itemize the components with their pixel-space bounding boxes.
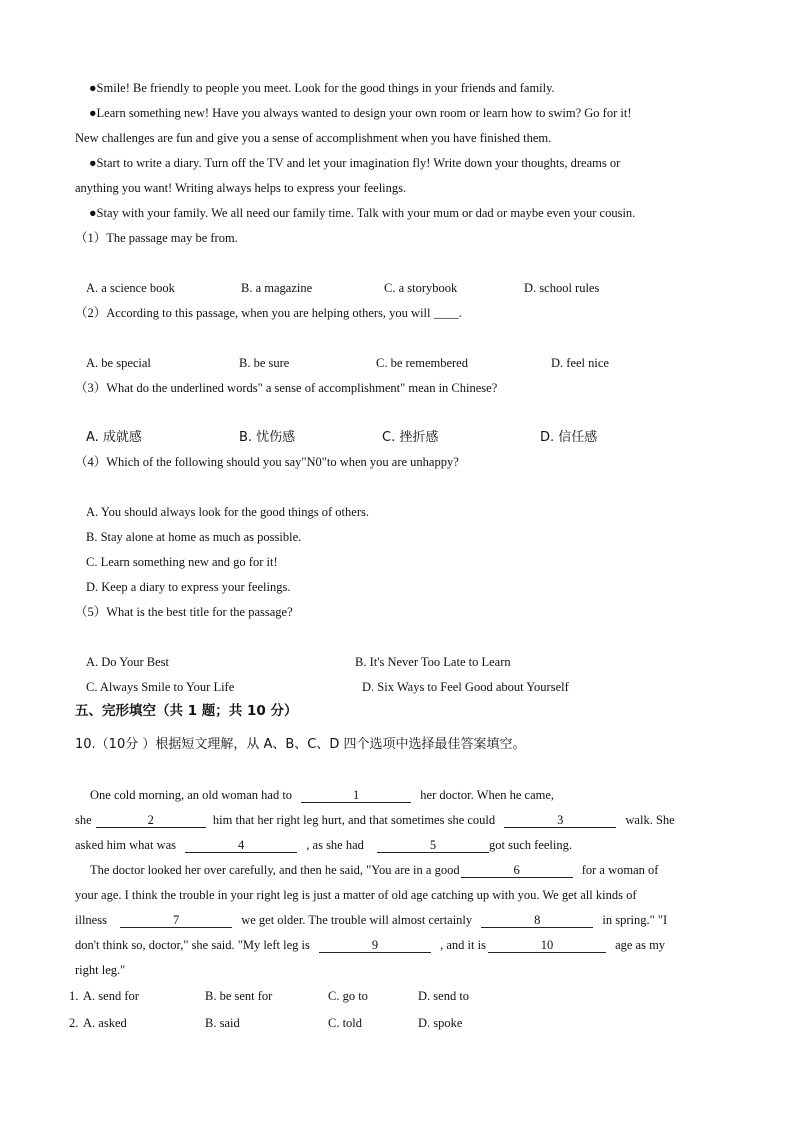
blank-8[interactable]: 8 bbox=[481, 914, 593, 928]
passage-line-1: One cold morning, an old woman had to 1 her doctor. When he came, bbox=[90, 788, 555, 802]
passage-line-6: illness 7 we get older. The trouble will almost certainly 8 in spring." "I bbox=[75, 913, 668, 927]
question-4-option-d[interactable]: D. Keep a diary to express your feelings. bbox=[86, 580, 291, 594]
question-3-stem: （3）What do the underlined words" a sense of accomplishment" mean in Chinese? bbox=[75, 381, 498, 395]
question-2-option-b[interactable]: B. be sure bbox=[239, 356, 290, 370]
section-heading: 五、完形填空（共 1 题；共 10 分） bbox=[75, 703, 298, 719]
tip-diary-cont: anything you want! Writing always helps to express your feelings. bbox=[75, 181, 407, 195]
tip-family: ●Stay with your family. We all need our family time. Talk with your mum or dad or maybe even your cousin. bbox=[89, 206, 636, 220]
item-2-option-d[interactable]: D. spoke bbox=[418, 1016, 463, 1030]
item-1-option-d[interactable]: D. send to bbox=[418, 989, 470, 1003]
question-4-option-a[interactable]: A. You should always look for the good things of others. bbox=[86, 505, 369, 519]
question-1-option-c[interactable]: C. a storybook bbox=[384, 281, 458, 295]
item-2-option-a[interactable]: A. asked bbox=[83, 1016, 127, 1030]
tip-learn-cont: New challenges are fun and give you a sense of accomplishment when you have finished them. bbox=[75, 131, 552, 145]
question-3-option-b[interactable]: B. 忧伤感 bbox=[239, 430, 296, 445]
passage-line-2: she 2 him that her right leg hurt, and that sometimes she could 3 walk. She bbox=[75, 813, 675, 827]
item-2-number: 2. bbox=[69, 1016, 79, 1030]
question-3-option-c[interactable]: C. 挫折感 bbox=[382, 430, 439, 445]
tip-diary: ●Start to write a diary. Turn off the TV and let your imagination fly! Write down your thoughts, dreams or bbox=[89, 156, 621, 170]
question-3-option-d[interactable]: D. 信任感 bbox=[540, 430, 598, 445]
question-2-stem: （2）According to this passage, when you are helping others, you will ____. bbox=[75, 306, 462, 320]
blank-4[interactable]: 4 bbox=[185, 839, 297, 853]
blank-5[interactable]: 5 bbox=[377, 839, 489, 853]
item-2-option-c[interactable]: C. told bbox=[328, 1016, 363, 1030]
question-2-option-a[interactable]: A. be special bbox=[86, 356, 151, 370]
blank-3[interactable]: 3 bbox=[504, 814, 616, 828]
item-1-number: 1. bbox=[69, 989, 79, 1003]
blank-7[interactable]: 7 bbox=[120, 914, 232, 928]
tip-learn: ●Learn something new! Have you always wanted to design your own room or learn how to swim? Go for it! bbox=[89, 106, 632, 120]
item-2-option-b[interactable]: B. said bbox=[205, 1016, 240, 1030]
question-5-option-d[interactable]: D. Six Ways to Feel Good about Yourself bbox=[362, 680, 569, 694]
question-4-option-b[interactable]: B. Stay alone at home as much as possible. bbox=[86, 530, 302, 544]
blank-9[interactable]: 9 bbox=[319, 939, 431, 953]
question-5-option-c[interactable]: C. Always Smile to Your Life bbox=[86, 680, 235, 694]
cloze-instruction: 10.（10分 ）根据短文理解，从 A、B、C、D 四个选项中选择最佳答案填空。 bbox=[75, 737, 526, 752]
item-1-option-c[interactable]: C. go to bbox=[328, 989, 368, 1003]
passage-line-8: right leg." bbox=[75, 963, 126, 977]
question-1-option-b[interactable]: B. a magazine bbox=[241, 281, 313, 295]
question-1-option-a[interactable]: A. a science book bbox=[86, 281, 175, 295]
passage-line-4: The doctor looked her over carefully, and then he said, "You are in a good 6 for a woman of bbox=[90, 863, 659, 877]
blank-1[interactable]: 1 bbox=[301, 789, 411, 803]
passage-line-7: don't think so, doctor," she said. "My left leg is 9 , and it is 10 age as my bbox=[75, 938, 666, 952]
passage-line-3: asked him what was 4 , as she had 5 got such feeling. bbox=[75, 838, 572, 852]
question-2-option-c[interactable]: C. be remembered bbox=[376, 356, 468, 370]
question-4-option-c[interactable]: C. Learn something new and go for it! bbox=[86, 555, 278, 569]
blank-6[interactable]: 6 bbox=[461, 864, 573, 878]
question-1-option-d[interactable]: D. school rules bbox=[524, 281, 600, 295]
blank-2[interactable]: 2 bbox=[96, 814, 206, 828]
question-1-stem: （1）The passage may be from. bbox=[75, 231, 238, 245]
passage-line-5: your age. I think the trouble in your right leg is just a matter of old age catching up with you. We get all kinds of bbox=[75, 888, 637, 902]
item-1-option-b[interactable]: B. be sent for bbox=[205, 989, 273, 1003]
tip-smile: ●Smile! Be friendly to people you meet. Look for the good things in your friends and family. bbox=[89, 81, 555, 95]
question-2-option-d[interactable]: D. feel nice bbox=[551, 356, 609, 370]
question-4-stem: （4）Which of the following should you say"N0"to when you are unhappy? bbox=[75, 455, 459, 469]
question-5-option-b[interactable]: B. It's Never Too Late to Learn bbox=[355, 655, 511, 669]
blank-10[interactable]: 10 bbox=[488, 939, 606, 953]
question-5-stem: （5）What is the best title for the passage? bbox=[75, 605, 293, 619]
question-5-option-a[interactable]: A. Do Your Best bbox=[86, 655, 170, 669]
question-3-option-a[interactable]: A. 成就感 bbox=[86, 430, 142, 445]
item-1-option-a[interactable]: A. send for bbox=[83, 989, 139, 1003]
